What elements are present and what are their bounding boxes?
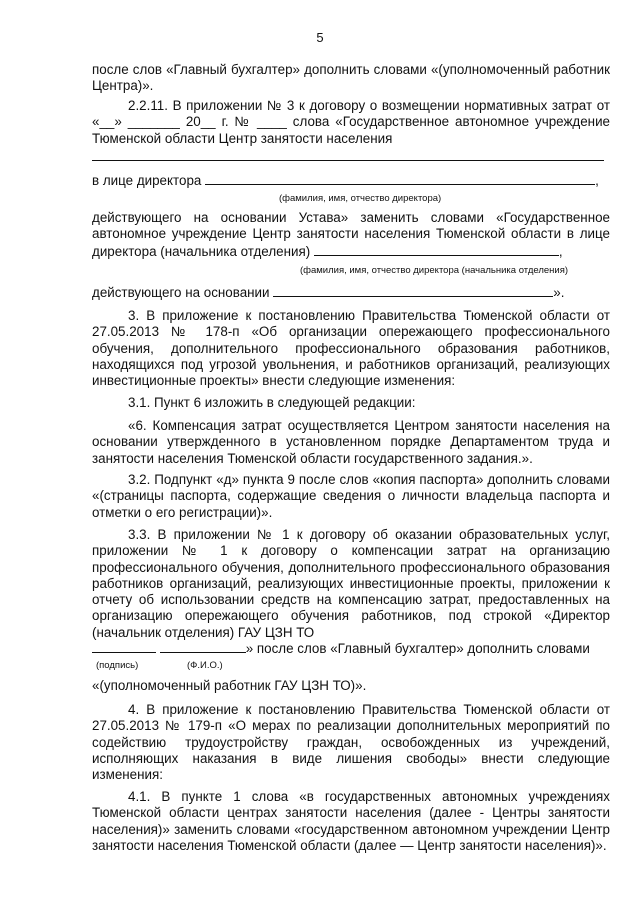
director-end: , — [595, 173, 599, 188]
basis-blank — [273, 284, 553, 297]
caption-director-name: (фамилия, имя, отчество директора) — [279, 193, 442, 204]
ustav-text: действующего на основании Устава» заменить словами «Государственное автономное учреждение Центр занятости населения Тюменской области в лице директора (начальника отделения) — [92, 210, 610, 259]
page-number: 5 — [316, 30, 324, 45]
paragraph-ustav — [92, 210, 610, 260]
paragraph-authorized: «(уполномоченный работник ГАУ ЦЗН ТО)». — [92, 678, 367, 693]
ustav-end: , — [558, 243, 563, 259]
director-label: в лице директора — [92, 173, 202, 188]
paragraph-3-1-text: «6. Компенсация затрат осуществляется Центром занятости населения на основании утвержденного в установленном порядке Департаментом труда и занятости населения Тюменской области государственного задания.». — [92, 418, 610, 466]
caption-fio: (Ф.И.О.) — [187, 660, 223, 671]
paragraph-3-2: 3.2. Подпункт «д» пункта 9 после слов «копия паспорта» дополнить словами «(страницы паспорта, содержащие сведения о личности владельца паспорта и отметки о его регистрации)». — [92, 472, 610, 520]
paragraph-3-3: 3.3. В приложении № 1 к договору об оказании образовательных услуг, приложении № 1 к договору о компенсации затрат на организацию профессионального обучения, дополнительного профессионального образования работников организаций, реализующих инвестиционные проекты, приложении к отчету об использовании средств на компенсацию затрат, предоставленных на организацию опережающего обучения работников, под строкой «Директор (начальник отделения) ГАУ ЦЗН ТО — [92, 527, 610, 640]
paragraph-4-1: 4.1. В пункте 1 слова «в государственных автономных учреждениях Тюменской области центрах занятости населения (далее - Центры занятости населения)» заменить словами «государственном автономном учреждении Центр занятости населения Тюменской области (далее — Центр занятости населения)». — [92, 789, 610, 853]
basis-end: ». — [553, 285, 565, 300]
basis-label: действующего на основании — [92, 285, 270, 300]
caption-director-branch-name: (фамилия, имя, отчество директора (начальника отделения) — [300, 265, 569, 276]
signature-tail: » после слов «Главный бухгалтер» дополнить словами — [245, 641, 590, 656]
paragraph-3-1: 3.1. Пункт 6 изложить в следующей редакции: — [128, 395, 416, 410]
director-branch-blank — [314, 243, 559, 256]
basis-line — [92, 284, 610, 301]
blank-line — [92, 160, 604, 161]
caption-signature: (подпись) — [96, 660, 139, 671]
paragraph-4: 4. В приложение к постановлению Правительства Тюменской области от 27.05.2013 № 179-п «О мерах по реализации дополнительных мероприятий по содействию трудоустройству граждан, освобожденных из учреждений, исполняющих наказания в виде лишения свободы» внести следующие изменения: — [92, 702, 610, 783]
director-line — [92, 172, 610, 189]
paragraph-continuation: после слов «Главный бухгалтер» дополнить словами «(уполномоченный работник Центра)». — [92, 62, 610, 94]
director-blank — [205, 172, 595, 185]
fio-blank — [160, 640, 246, 653]
signature-blank — [92, 640, 156, 653]
signature-line — [92, 640, 610, 657]
paragraph-2-2-11: 2.2.11. В приложении № 3 к договору о возмещении нормативных затрат от «__» _______ 20__ г. № ____ слова «Государственное автономное учреждение Тюменской области Центр занятости населения — [92, 98, 610, 146]
paragraph-3: 3. В приложение к постановлению Правительства Тюменской области от 27.05.2013 № 178-п «Об организации опережающего профессионального обучения, дополнительного профессионального образования работников, находящихся под угрозой увольнения, и работников организаций, реализующих инвестиционные проекты» внести следующие изменения: — [92, 308, 610, 389]
